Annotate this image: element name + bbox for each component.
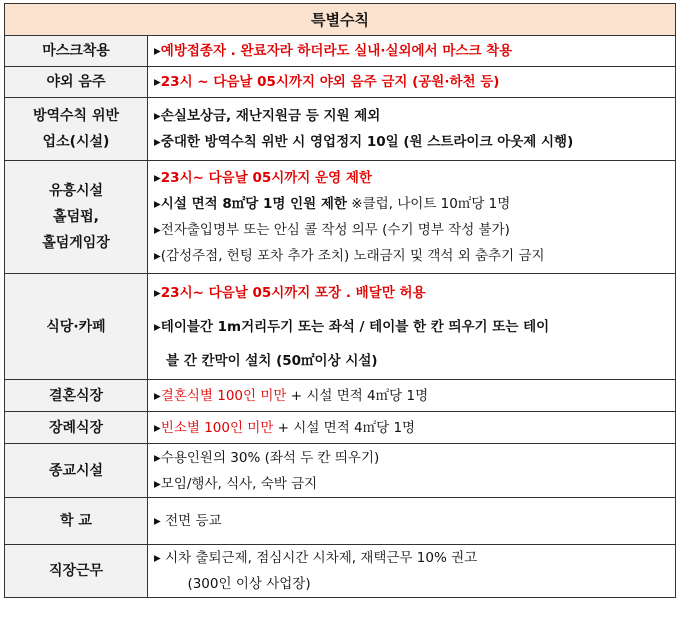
- detail-text: 시설 면적 8㎡당 1명 인원 제한: [160, 196, 347, 212]
- detail-text: 결혼식별 100인 미만: [160, 387, 287, 404]
- rule-row: [5, 444, 676, 498]
- bullet-icon: ▸: [154, 419, 161, 436]
- detail-text: 블 간 칸막이 설치 (50㎡이상 시설): [166, 352, 378, 369]
- bullet-icon: ▸: [154, 475, 161, 492]
- detail-line: [154, 103, 675, 129]
- detail-line: [154, 445, 675, 471]
- bullet-icon: ▸: [154, 318, 161, 335]
- category-cell: [5, 67, 148, 98]
- detail-text: 손실보상금, 재난지원금 등 지원 제외: [160, 108, 381, 124]
- detail-line: [154, 191, 675, 217]
- category-label: 업소(시설): [42, 134, 110, 150]
- detail-line: [154, 508, 675, 534]
- detail-text: 전면 등교: [160, 513, 222, 529]
- detail-line: [154, 415, 675, 441]
- detail-cell: [148, 274, 676, 380]
- detail-text: 시차 출퇴근제, 점심시간 시차제, 재택근무 10% 권고: [160, 550, 478, 566]
- category-cell: [5, 36, 148, 67]
- category-label: 식당·카페: [46, 318, 106, 335]
- detail-line: [154, 545, 675, 571]
- detail-cell: [148, 98, 676, 161]
- detail-line: [154, 38, 675, 64]
- detail-cell: [148, 444, 676, 498]
- category-cell: [5, 444, 148, 498]
- detail-text: 23시 ~ 다음날 05시까지 야외 음주 금지 (공원·하천 등): [160, 74, 500, 90]
- detail-line: [154, 243, 675, 269]
- detail-line: [154, 217, 675, 243]
- category-cell: [5, 98, 148, 161]
- special-rules-table: [4, 3, 676, 598]
- rule-row: [5, 380, 676, 412]
- detail-text: 수용인원의 30% (좌석 두 칸 띄우기): [160, 449, 380, 466]
- detail-text: 23시~ 다음날 05시까지 운영 제한: [160, 170, 372, 186]
- detail-text: + 시설 면적 4㎡당 1명: [273, 419, 416, 436]
- detail-text: 23시~ 다음날 05시까지 포장 . 배달만 허용: [160, 284, 426, 301]
- category-label: 홀덤게임장: [42, 235, 110, 251]
- detail-cell: [148, 412, 676, 444]
- detail-line: [154, 69, 675, 95]
- category-label: 종교시설: [48, 462, 104, 479]
- detail-text: (300인 이상 사업장): [166, 576, 311, 592]
- detail-text: 중대한 방역수칙 위반 시 영업정지 10일 (원 스트라이크 아웃제 시행): [160, 134, 574, 150]
- detail-line: [154, 571, 675, 597]
- rule-row: [5, 36, 676, 67]
- category-label: 방역수칙 위반: [32, 108, 120, 124]
- rule-row: [5, 98, 676, 161]
- detail-cell: [148, 67, 676, 98]
- table-header-row: [5, 4, 676, 36]
- table-title: 특별수칙: [5, 4, 676, 36]
- category-label: 학 교: [60, 513, 92, 529]
- detail-line: [154, 383, 675, 409]
- rule-row: [5, 274, 676, 380]
- category-label: 직장근무: [48, 563, 104, 579]
- category-label: 홀덤펍,: [53, 209, 99, 225]
- category-cell: [5, 380, 148, 412]
- bullet-icon: ▸: [154, 449, 161, 466]
- detail-line: [154, 276, 675, 310]
- detail-text: ※클럽, 나이트 10㎡당 1명: [346, 196, 511, 212]
- detail-cell: [148, 36, 676, 67]
- bullet-icon: ▸: [154, 134, 161, 150]
- bullet-icon: ▸: [154, 284, 161, 301]
- detail-text: (감성주점, 헌팅 포차 추가 조치) 노래금지 및 객석 외 춤추기 금지: [160, 248, 545, 264]
- category-cell: [5, 412, 148, 444]
- detail-line: [154, 310, 675, 344]
- category-label: 유흥시설: [48, 183, 104, 199]
- detail-text: 모임/행사, 식사, 숙박 금지: [160, 475, 318, 492]
- bullet-icon: ▸: [154, 196, 161, 212]
- detail-text: + 시설 면적 4㎡당 1명: [286, 387, 429, 404]
- detail-cell: [148, 498, 676, 545]
- detail-line: [154, 344, 675, 378]
- category-label: 야외 음주: [46, 74, 106, 90]
- category-cell: [5, 498, 148, 545]
- detail-line: [154, 129, 675, 155]
- detail-cell: [148, 545, 676, 598]
- bullet-icon: ▸: [154, 74, 161, 90]
- rule-row: [5, 161, 676, 274]
- detail-cell: [148, 380, 676, 412]
- bullet-icon: ▸: [154, 170, 161, 186]
- category-cell: [5, 161, 148, 274]
- bullet-icon: ▸: [154, 550, 161, 566]
- category-label: 마스크착용: [42, 43, 110, 59]
- detail-cell: [148, 161, 676, 274]
- rule-row: [5, 545, 676, 598]
- detail-text: 테이블간 1m거리두기 또는 좌석 / 테이블 한 칸 띄우기 또는 테이: [160, 318, 550, 335]
- category-cell: [5, 545, 148, 598]
- detail-text: 예방접종자 . 완료자라 하더라도 실내·실외에서 마스크 착용: [160, 43, 513, 59]
- bullet-icon: ▸: [154, 513, 161, 529]
- category-cell: [5, 274, 148, 380]
- detail-line: [154, 471, 675, 497]
- bullet-icon: ▸: [154, 222, 161, 238]
- rule-row: [5, 412, 676, 444]
- detail-line: [154, 165, 675, 191]
- bullet-icon: ▸: [154, 387, 161, 404]
- bullet-icon: ▸: [154, 43, 161, 59]
- bullet-icon: ▸: [154, 108, 161, 124]
- detail-text: 전자출입명부 또는 안심 콜 작성 의무 (수기 명부 작성 불가): [160, 222, 510, 238]
- category-label: 결혼식장: [48, 387, 104, 404]
- category-label: 장례식장: [48, 419, 104, 436]
- rule-row: [5, 498, 676, 545]
- detail-text: 빈소별 100인 미만: [160, 419, 274, 436]
- bullet-icon: ▸: [154, 248, 161, 264]
- rule-row: [5, 67, 676, 98]
